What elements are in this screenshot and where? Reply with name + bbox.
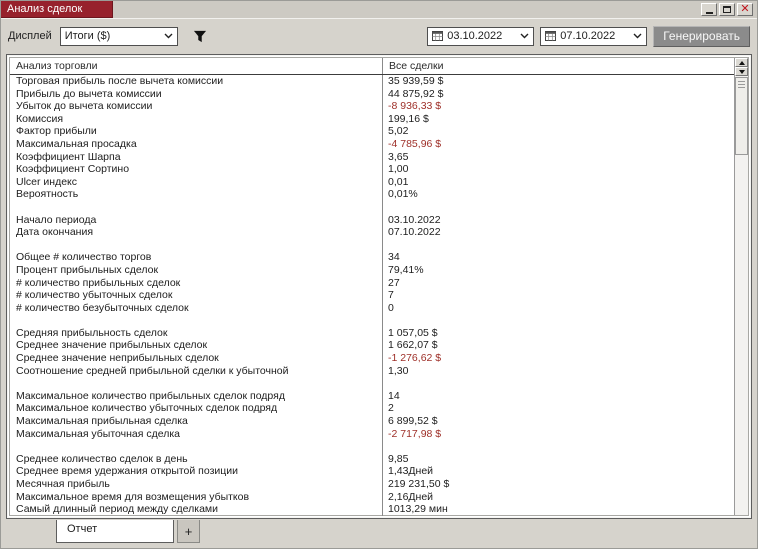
date-from-value: 03.10.2022 bbox=[447, 30, 503, 42]
table-row[interactable] bbox=[10, 402, 748, 415]
row-label: # количество прибыльных сделок bbox=[16, 276, 181, 289]
row-label: Вероятность bbox=[16, 188, 79, 201]
date-from-picker[interactable] bbox=[427, 27, 534, 46]
row-label: Среднее значение прибыльных сделок bbox=[16, 339, 208, 352]
row-label: Соотношение средней прибыльной сделки к убыточной bbox=[16, 364, 289, 377]
row-label: Убыток до вычета комиссии bbox=[16, 100, 153, 113]
table-row[interactable] bbox=[10, 453, 748, 466]
table-row[interactable] bbox=[10, 415, 748, 428]
maximize-button[interactable] bbox=[719, 3, 735, 16]
row-value: 07.10.2022 bbox=[382, 226, 734, 239]
table-row[interactable] bbox=[10, 138, 748, 151]
vertical-scrollbar[interactable] bbox=[734, 58, 748, 515]
chevron-down-icon bbox=[633, 33, 642, 39]
table-row[interactable] bbox=[10, 100, 748, 113]
table-row[interactable] bbox=[10, 214, 748, 227]
table-row[interactable] bbox=[10, 226, 748, 239]
scrollbar-thumb[interactable] bbox=[735, 77, 748, 155]
row-value: 79,41% bbox=[382, 264, 734, 277]
table-row[interactable] bbox=[10, 163, 748, 176]
row-value: 0 bbox=[382, 302, 734, 315]
bottom-tabbar bbox=[6, 520, 200, 543]
row-label: # количество убыточных сделок bbox=[16, 289, 173, 302]
row-value: 0,01% bbox=[382, 188, 734, 201]
date-to-value: 07.10.2022 bbox=[560, 30, 616, 42]
arrow-up-icon bbox=[739, 61, 745, 65]
table-row[interactable] bbox=[10, 428, 748, 441]
table-row[interactable] bbox=[10, 503, 748, 516]
table-row[interactable] bbox=[10, 440, 748, 453]
row-label: Самый длинный период между сделками bbox=[16, 503, 219, 516]
close-button[interactable] bbox=[737, 3, 753, 16]
row-label: Процент прибыльных сделок bbox=[16, 263, 159, 276]
row-value: 27 bbox=[382, 277, 734, 290]
titlebar bbox=[1, 1, 757, 19]
close-icon: ✕ bbox=[740, 3, 750, 15]
table-row[interactable] bbox=[10, 377, 748, 390]
row-label: Фактор прибыли bbox=[16, 125, 97, 138]
table-row[interactable] bbox=[10, 201, 748, 214]
table-row[interactable] bbox=[10, 277, 748, 290]
row-value: 5,02 bbox=[382, 125, 734, 138]
row-value: 35 939,59 $ bbox=[382, 75, 734, 88]
row-value: 1 057,05 $ bbox=[382, 327, 734, 340]
table-row[interactable] bbox=[10, 239, 748, 252]
row-label: Максимальная прибыльная сделка bbox=[16, 415, 188, 428]
table-row[interactable] bbox=[10, 75, 748, 88]
thumb-grip bbox=[738, 81, 745, 82]
filter-icon bbox=[193, 30, 207, 43]
row-value: 1,30 bbox=[382, 365, 734, 378]
report-table bbox=[6, 54, 752, 519]
row-label: Среднее время удержания открытой позиции bbox=[16, 465, 239, 478]
toolbar bbox=[1, 20, 757, 52]
column-header-all-trades[interactable]: Все сделки bbox=[382, 58, 748, 74]
row-label: Комиссия bbox=[16, 112, 64, 125]
window-title: Анализ сделок bbox=[1, 1, 113, 18]
tab-spacer bbox=[6, 520, 56, 543]
row-label: Среднее значение неприбыльных сделок bbox=[16, 352, 219, 365]
table-row[interactable] bbox=[10, 390, 748, 403]
arrow-down-icon bbox=[739, 70, 745, 74]
minimize-icon bbox=[706, 12, 713, 14]
row-label: Максимальное количество прибыльных сделок подряд bbox=[16, 389, 285, 402]
table-row[interactable] bbox=[10, 251, 748, 264]
row-value: 44 875,92 $ bbox=[382, 88, 734, 101]
row-label: Максимальное количество убыточных сделок подряд bbox=[16, 402, 278, 415]
row-value: 14 bbox=[382, 390, 734, 403]
table-row[interactable] bbox=[10, 491, 748, 504]
row-value: 9,85 bbox=[382, 453, 734, 466]
row-value: -2 717,98 $ bbox=[382, 428, 734, 441]
calendar-icon bbox=[432, 31, 443, 41]
display-label: Дисплей bbox=[8, 30, 52, 42]
table-row[interactable] bbox=[10, 88, 748, 101]
row-label: Коэффициент Сортино bbox=[16, 163, 130, 176]
row-label bbox=[10, 239, 382, 252]
row-label: Максимальная просадка bbox=[16, 137, 137, 150]
maximize-icon bbox=[723, 6, 731, 13]
scroll-up-button[interactable] bbox=[735, 58, 748, 67]
row-value: 34 bbox=[382, 251, 734, 264]
row-value: 1,43Дней bbox=[382, 465, 734, 478]
row-value: 7 bbox=[382, 289, 734, 302]
chevron-down-icon bbox=[520, 33, 529, 39]
filter-button[interactable] bbox=[190, 26, 210, 46]
row-label bbox=[10, 440, 382, 453]
table-row[interactable] bbox=[10, 188, 748, 201]
row-value: 2,16Дней bbox=[382, 491, 734, 504]
row-value bbox=[382, 201, 734, 214]
table-row[interactable] bbox=[10, 339, 748, 352]
date-to-picker[interactable] bbox=[540, 27, 647, 46]
thumb-grip bbox=[738, 84, 745, 85]
row-label: Торговая прибыль после вычета комиссии bbox=[16, 75, 224, 87]
row-label: Максимальная убыточная сделка bbox=[16, 427, 181, 440]
row-value bbox=[382, 440, 734, 453]
table-row[interactable] bbox=[10, 478, 748, 491]
thumb-grip bbox=[738, 87, 745, 88]
row-value: 219 231,50 $ bbox=[382, 478, 734, 491]
calendar-icon bbox=[545, 31, 556, 41]
row-value bbox=[382, 314, 734, 327]
table-row[interactable] bbox=[10, 365, 748, 378]
table-row[interactable] bbox=[10, 352, 748, 365]
chevron-down-icon bbox=[164, 33, 173, 39]
row-label: # количество безубыточных сделок bbox=[16, 301, 189, 314]
row-value: 2 bbox=[382, 402, 734, 415]
minimize-button[interactable] bbox=[701, 3, 717, 16]
table-row[interactable] bbox=[10, 314, 748, 327]
row-label: Максимальное время для возмещения убытков bbox=[16, 490, 250, 503]
row-label: Средняя прибыльность сделок bbox=[16, 326, 168, 339]
row-value: -8 936,33 $ bbox=[382, 100, 734, 113]
row-value: 199,16 $ bbox=[382, 113, 734, 126]
row-label: Месячная прибыль bbox=[16, 478, 110, 490]
row-label bbox=[10, 377, 382, 390]
row-label: Прибыль до вычета комиссии bbox=[16, 87, 162, 100]
tab-report[interactable]: Отчет bbox=[56, 520, 174, 543]
row-label: Начало периода bbox=[16, 213, 97, 226]
row-label: Дата окончания bbox=[16, 226, 94, 239]
table-row[interactable] bbox=[10, 113, 748, 126]
row-value: -1 276,62 $ bbox=[382, 352, 734, 365]
generate-button[interactable]: Генерировать bbox=[653, 26, 750, 47]
row-label: Коэффициент Шарпа bbox=[16, 150, 121, 163]
table-row[interactable] bbox=[10, 151, 748, 164]
row-value: 1 662,07 $ bbox=[382, 339, 734, 352]
table-row[interactable] bbox=[10, 327, 748, 340]
row-value: 0,01 bbox=[382, 176, 734, 189]
report-table-body bbox=[10, 75, 748, 516]
row-value: -4 785,96 $ bbox=[382, 138, 734, 151]
report-table-inner bbox=[9, 57, 749, 516]
add-tab-button[interactable]: + bbox=[177, 520, 200, 543]
row-label: Ulcer индекс bbox=[16, 175, 78, 188]
column-header-analysis[interactable]: Анализ торговли bbox=[16, 60, 98, 72]
table-row[interactable] bbox=[10, 302, 748, 315]
row-label: Общее # количество торгов bbox=[16, 251, 152, 264]
row-value bbox=[382, 377, 734, 390]
row-label bbox=[10, 201, 382, 214]
row-value: 1013,29 мин bbox=[382, 503, 734, 516]
row-value bbox=[382, 239, 734, 252]
row-value: 03.10.2022 bbox=[382, 214, 734, 227]
table-row[interactable] bbox=[10, 289, 748, 302]
scroll-down-button[interactable] bbox=[735, 67, 748, 76]
table-row[interactable] bbox=[10, 125, 748, 138]
display-select-value: Итоги ($) bbox=[64, 30, 111, 42]
row-value: 3,65 bbox=[382, 151, 734, 164]
window-controls bbox=[701, 3, 753, 16]
table-row[interactable] bbox=[10, 465, 748, 478]
table-row[interactable] bbox=[10, 176, 748, 189]
table-header bbox=[10, 58, 748, 75]
row-label: Среднее количество сделок в день bbox=[16, 452, 188, 465]
toolbar-right bbox=[427, 26, 750, 47]
row-value: 6 899,52 $ bbox=[382, 415, 734, 428]
row-value: 1,00 bbox=[382, 163, 734, 176]
table-row[interactable] bbox=[10, 264, 748, 277]
row-label bbox=[10, 314, 382, 327]
display-select[interactable] bbox=[60, 27, 178, 46]
